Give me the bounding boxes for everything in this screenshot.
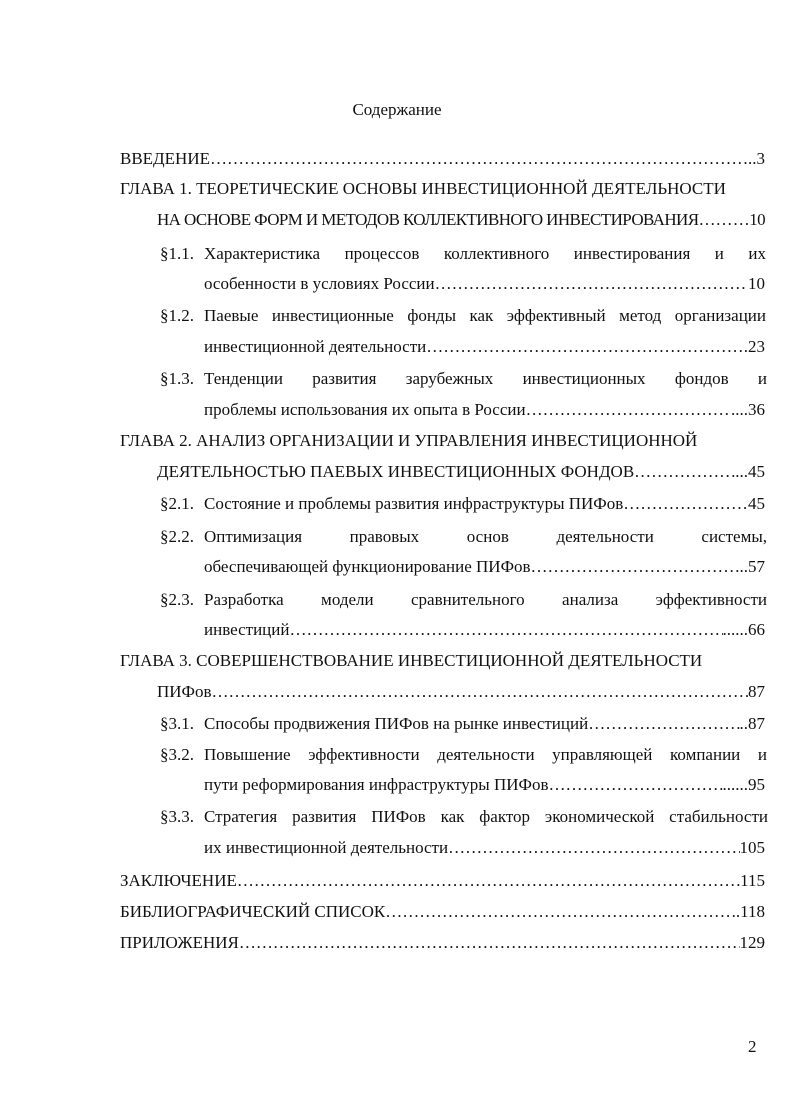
leader-dots (531, 555, 740, 579)
toc-entry-text: БИБЛИОГРАФИЧЕСКИЙ СПИСОК (120, 902, 386, 921)
toc-entry-text: ВВЕДЕНИЕ (120, 149, 210, 168)
toc-entry-bibliography[interactable] (120, 900, 765, 924)
toc-entry-section-3-3[interactable] (204, 805, 768, 829)
leader-dots (212, 680, 748, 704)
toc-page-number: ..118 (731, 902, 765, 921)
toc-entry-chapter-2[interactable] (120, 429, 765, 453)
toc-page-number: 129 (739, 933, 765, 952)
section-number: §1.3. (160, 369, 194, 388)
leader-dots (435, 272, 748, 296)
leader-dots (526, 398, 731, 422)
toc-entry-section-3-2-cont[interactable] (204, 773, 765, 797)
section-number: §3.2. (160, 745, 194, 764)
toc-entry-text: пути реформирования инфраструктуры ПИФов (204, 775, 549, 794)
toc-entry-text: Разработка модели сравнительного анализа эффективности (204, 590, 767, 609)
toc-entry-text: НА ОСНОВЕ ФОРМ И МЕТОДОВ КОЛЛЕКТИВНОГО ИНВЕСТИРОВАНИЯ (157, 210, 699, 229)
toc-page-number: …10 (732, 210, 765, 229)
toc-page-number: 105 (739, 838, 765, 857)
toc-entry-section-1-2-cont[interactable] (204, 335, 765, 359)
toc-entry-chapter-2-cont[interactable] (157, 460, 765, 484)
leader-dots (588, 712, 739, 736)
toc-entry-text: ДЕЯТЕЛЬНОСТЬЮ ПАЕВЫХ ИНВЕСТИЦИОННЫХ ФОНДОВ (157, 462, 635, 481)
toc-entry-text: Повышение эффективности деятельности управляющей компании и (204, 745, 767, 764)
toc-entry-text: Тенденции развития зарубежных инвестиционных фондов и (204, 369, 767, 388)
toc-entry-text: Стратегия развития ПИФов как фактор экономической стабильности (204, 807, 768, 826)
toc-page-number: ..3 (748, 149, 765, 168)
toc-entry-section-2-3-cont[interactable] (204, 618, 765, 642)
toc-page-number: .23 (743, 337, 765, 356)
toc-entry-appendices[interactable] (120, 931, 765, 955)
section-number: §3.3. (160, 807, 194, 826)
leader-dots (210, 147, 748, 171)
toc-entry-text: их инвестиционной деятельности (204, 838, 449, 857)
toc-entry-section-2-3[interactable] (204, 588, 767, 612)
section-number: §2.3. (160, 590, 194, 609)
toc-page-number: 45 (748, 494, 765, 513)
toc-entry-section-1-3[interactable] (204, 367, 767, 391)
toc-entry-text: Паевые инвестиционные фонды как эффективный метод организации (204, 306, 766, 325)
toc-entry-text: проблемы использования их опыта в России (204, 400, 526, 419)
toc-entry-text: ЗАКЛЮЧЕНИЕ (120, 871, 237, 890)
toc-entry-text: инвестиционной деятельности (204, 337, 427, 356)
toc-entry-text: ГЛАВА 1. ТЕОРЕТИЧЕСКИЕ ОСНОВЫ ИНВЕСТИЦИОННОЙ ДЕЯТЕЛЬНОСТИ (120, 179, 726, 198)
leader-dots (426, 335, 744, 359)
leader-dots (385, 900, 731, 924)
toc-entry-text: ПИФов (157, 682, 212, 701)
toc-entry-section-3-2[interactable] (204, 743, 767, 767)
toc-entry-text: Характеристика процессов коллективного инвестирования и их (204, 244, 766, 263)
page-number: 2 (748, 1037, 757, 1056)
toc-page-number: 10 (748, 274, 765, 293)
page-title: Содержание (352, 100, 442, 119)
toc-entry-text: инвестиций (204, 620, 290, 639)
toc-entry-section-1-3-cont[interactable] (204, 398, 765, 422)
toc-entry-text: особенности в условиях России (204, 274, 435, 293)
toc-entry-chapter-1[interactable] (120, 177, 765, 201)
section-number: §1.1. (160, 244, 194, 263)
toc-entry-section-3-1[interactable] (204, 712, 765, 736)
toc-entry-introduction[interactable] (120, 147, 765, 171)
leader-dots (237, 869, 740, 893)
leader-dots (698, 208, 732, 232)
toc-entry-section-1-1-cont[interactable] (204, 272, 765, 296)
toc-page-number: 87 (748, 682, 765, 701)
leader-dots (448, 836, 739, 860)
toc-entry-section-2-2-cont[interactable] (204, 555, 765, 579)
toc-page-number: ...45 (735, 462, 765, 481)
toc-entry-section-2-2[interactable] (204, 525, 767, 549)
toc-entry-chapter-1-cont[interactable] (157, 208, 765, 232)
toc-entry-text: Оптимизация правовых основ деятельности системы, (204, 527, 767, 546)
leader-dots (623, 492, 748, 516)
toc-entry-text: ГЛАВА 3. СОВЕРШЕНСТВОВАНИЕ ИНВЕСТИЦИОННОЙ ДЕЯТЕЛЬНОСТИ (120, 651, 703, 670)
toc-entry-text: ГЛАВА 2. АНАЛИЗ ОРГАНИЗАЦИИ И УПРАВЛЕНИЯ ИНВЕСТИЦИОННОЙ (120, 431, 698, 450)
toc-page-number: ....36 (731, 400, 765, 419)
toc-entry-section-3-3-cont[interactable] (204, 836, 765, 860)
toc-entry-section-1-2[interactable] (204, 304, 766, 328)
leader-dots (239, 931, 740, 955)
section-number: §3.1. (160, 714, 194, 733)
toc-page-number: ..57 (739, 557, 765, 576)
toc-entry-chapter-3-cont[interactable] (157, 680, 765, 704)
toc-page-number: ......66 (722, 620, 765, 639)
leader-dots (549, 773, 723, 797)
toc-page-number: ..87 (739, 714, 765, 733)
leader-dots (634, 460, 735, 484)
toc-entry-text: ПРИЛОЖЕНИЯ (120, 933, 239, 952)
section-number: §2.1. (160, 494, 194, 513)
toc-page-number: 115 (740, 871, 765, 890)
toc-entry-conclusion[interactable] (120, 869, 765, 893)
toc-page-number: ......95 (722, 775, 765, 794)
toc-entry-text: обеспечивающей функционирование ПИФов (204, 557, 531, 576)
leader-dots (289, 618, 722, 642)
toc-entry-chapter-3[interactable] (120, 649, 768, 673)
toc-entry-text: Состояние и проблемы развития инфраструктуры ПИФов (204, 494, 624, 513)
toc-entry-section-1-1[interactable] (204, 242, 766, 266)
toc-entry-text: Способы продвижения ПИФов на рынке инвестиций (204, 714, 589, 733)
section-number: §2.2. (160, 527, 194, 546)
section-number: §1.2. (160, 306, 194, 325)
toc-entry-section-2-1[interactable] (204, 492, 765, 516)
